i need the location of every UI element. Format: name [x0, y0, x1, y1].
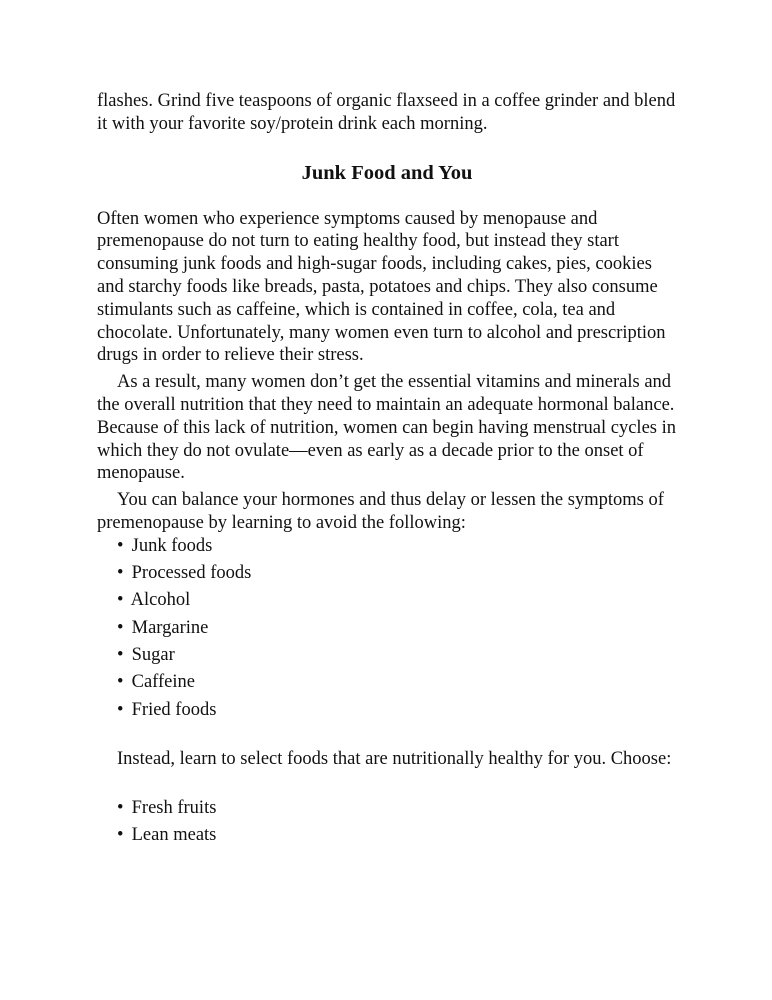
paragraph-nutrition-consequence: As a result, many women don’t get the essential vitamins and minerals and the overall nutrition that they need to maintain an adequate hormonal balance. Because of this lack of nutrition, women can begin having menstrual cycles in which they do not ovulate—even as early as a decade prior to the onset of menopause. — [97, 372, 676, 484]
avoid-list — [97, 535, 677, 726]
list-item-label: Caffeine — [131, 672, 195, 693]
list-item — [117, 824, 677, 851]
list-item-label: Processed foods — [131, 563, 252, 584]
list-item-label: Margarine — [131, 617, 209, 638]
list-item-label: Junk foods — [131, 535, 213, 556]
bullet-icon: • — [117, 535, 124, 556]
list-item — [117, 644, 677, 671]
list-item — [117, 535, 677, 562]
list-item-label: Lean meats — [131, 824, 217, 845]
bullet-icon: • — [117, 563, 124, 584]
section-heading: Junk Food and You — [301, 161, 473, 184]
paragraph-junk-food-intro: Often women who experience symptoms caused by menopause and premenopause do not turn to eating healthy food, but instead they start consuming junk foods and high-sugar foods, including cakes, pies, cookies and starchy foods like breads, pasta, potatoes and chips. They also consume stimulants such as caffeine, which is contained in coffee, cola, tea and chocolate. Unfortunately, many women even turn to alcohol and prescription drugs in order to relieve their stress. — [97, 208, 666, 366]
bullet-icon: • — [117, 590, 124, 611]
list-item — [117, 589, 677, 616]
list-item — [117, 671, 677, 698]
document-page — [97, 90, 677, 851]
bullet-icon: • — [117, 824, 124, 845]
paragraph-balance-hormones: You can balance your hormones and thus delay or lessen the symptoms of premenopause by learning to avoid the following: — [97, 490, 664, 533]
paragraph-choose-foods: Instead, learn to select foods that are nutritionally healthy for you. Choose: — [117, 748, 672, 769]
list-item-label: Fresh fruits — [131, 797, 217, 818]
list-item-label: Fried foods — [131, 699, 217, 720]
bullet-icon: • — [117, 644, 124, 665]
bullet-icon: • — [117, 672, 124, 693]
list-item — [117, 699, 677, 726]
list-item-label: Alcohol — [130, 590, 191, 611]
bullet-icon: • — [117, 617, 124, 638]
bullet-icon: • — [117, 797, 124, 818]
list-item-label: Sugar — [131, 644, 175, 665]
choose-list — [97, 797, 677, 852]
bullet-icon: • — [117, 699, 124, 720]
list-item — [117, 797, 677, 824]
list-item — [117, 617, 677, 644]
intro-continuation-paragraph: flashes. Grind five teaspoons of organic flaxseed in a coffee grinder and blend it with your favorite soy/protein drink each morning. — [97, 91, 676, 134]
list-item — [117, 562, 677, 589]
